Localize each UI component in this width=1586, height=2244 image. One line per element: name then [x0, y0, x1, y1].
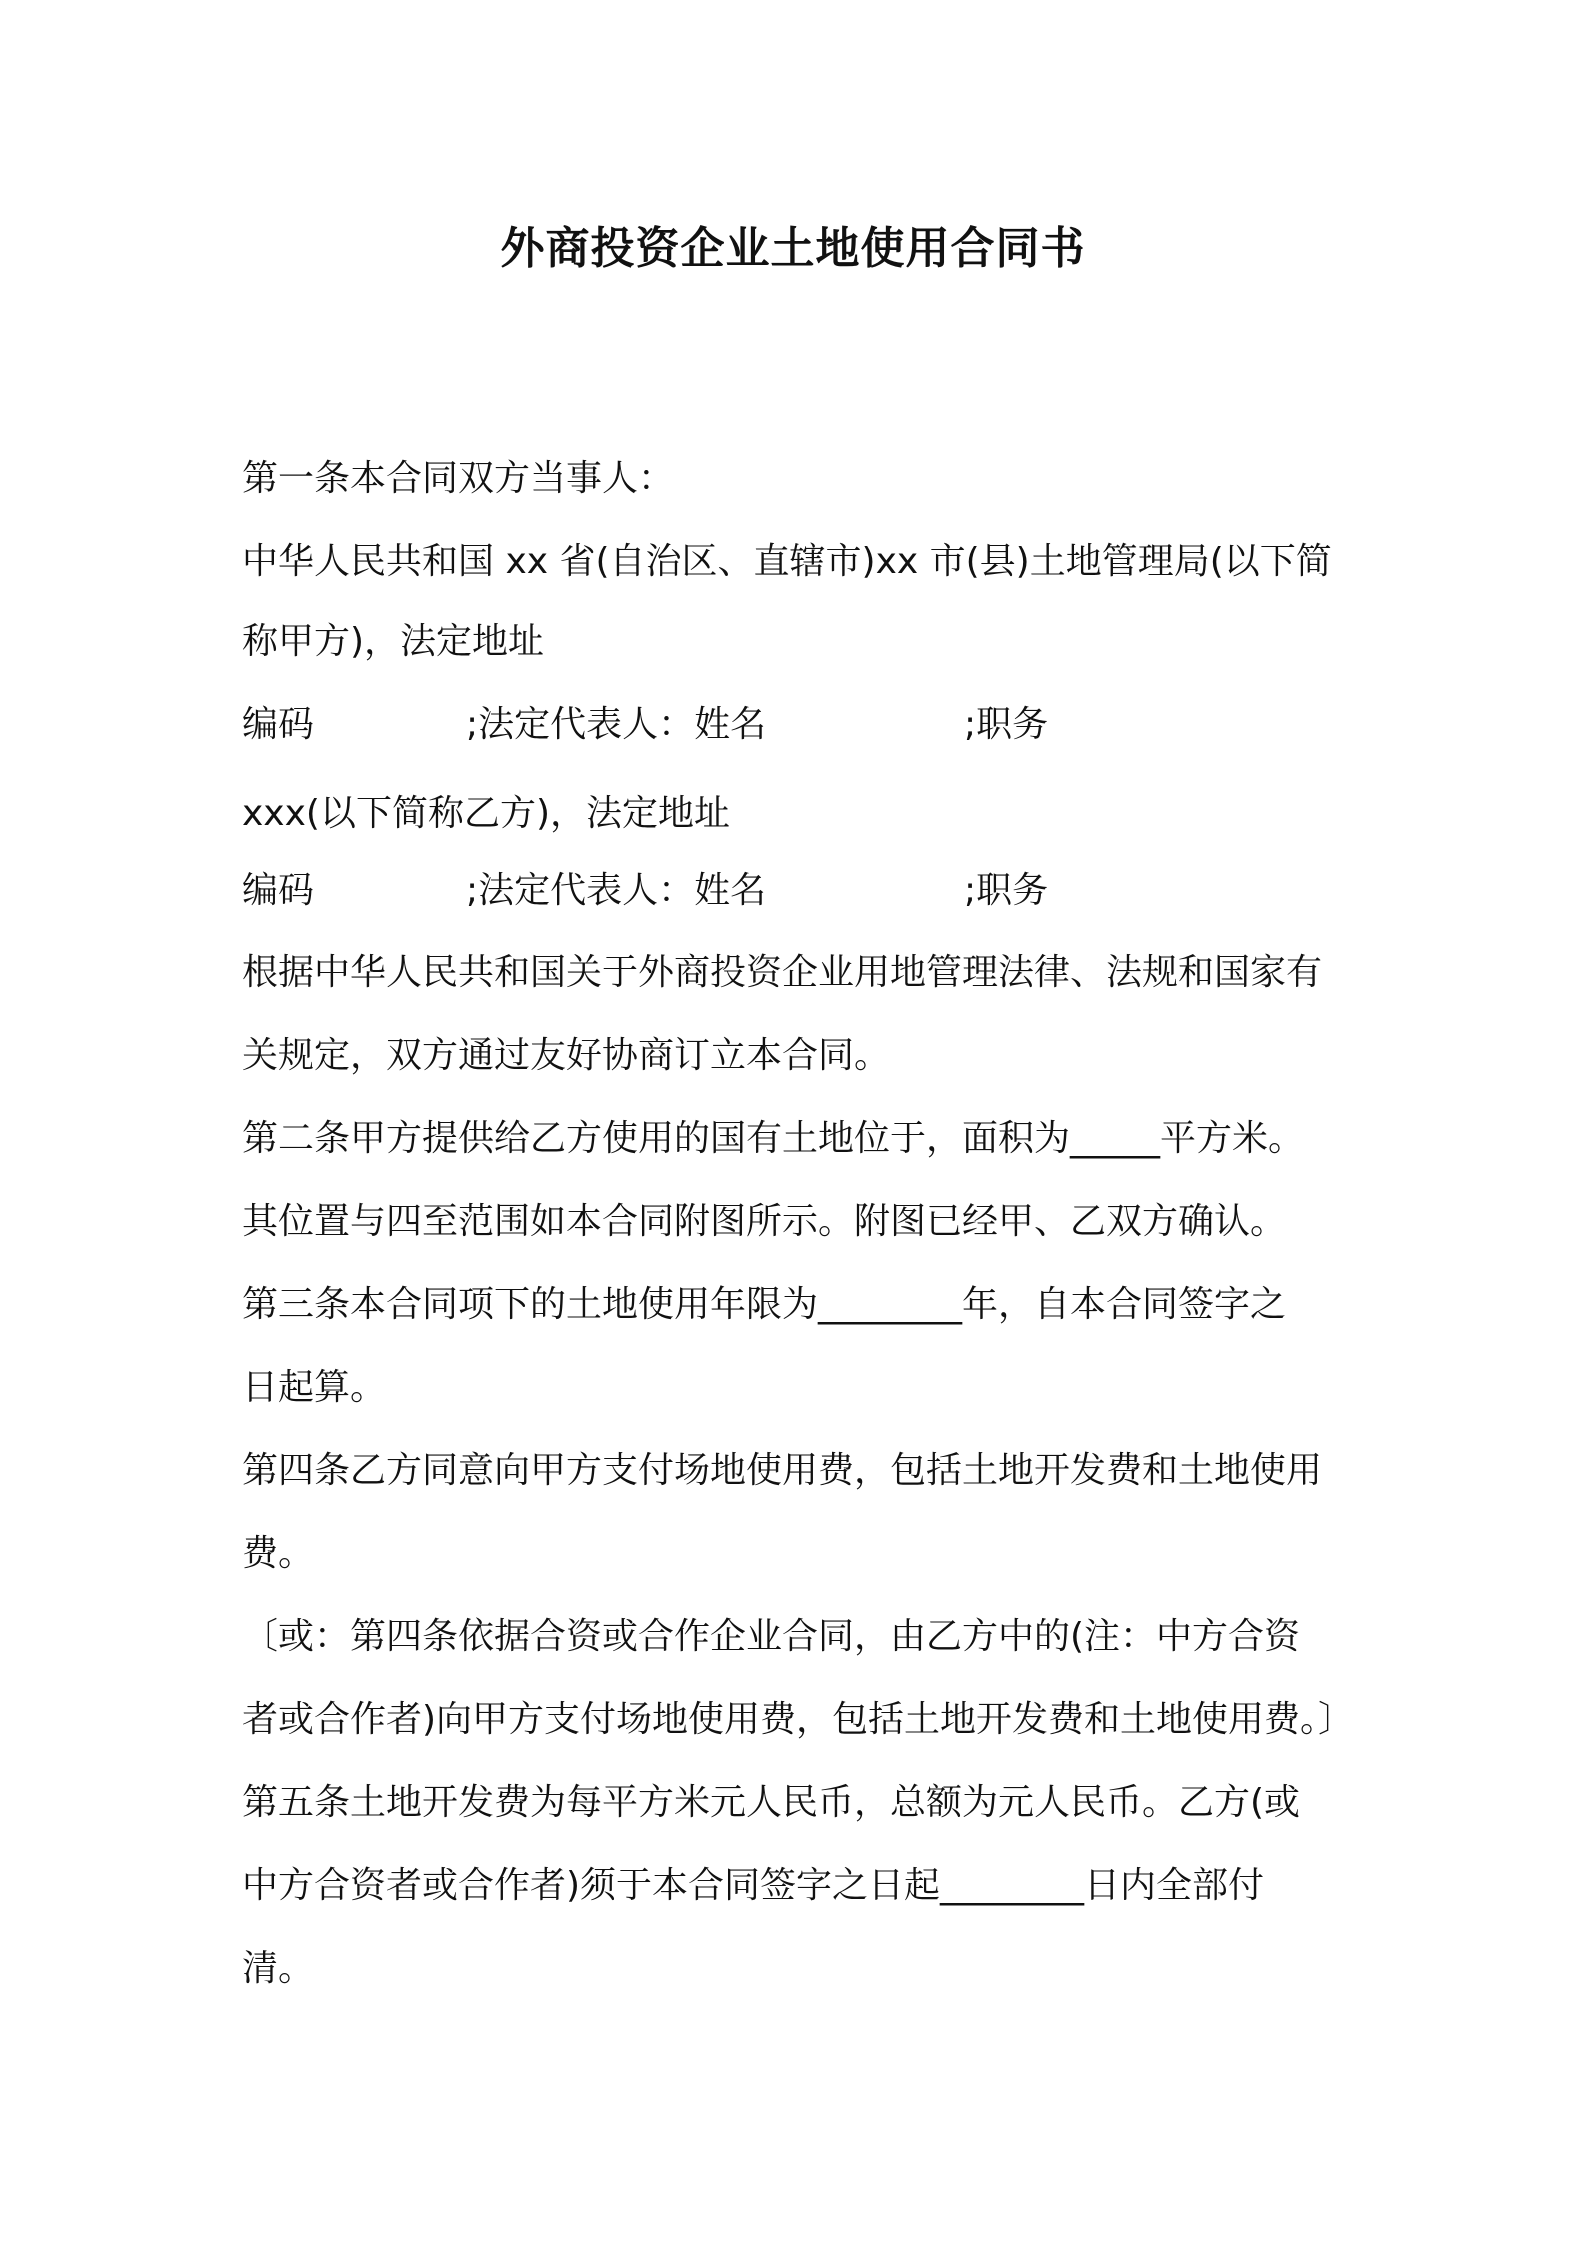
party-a-code-row — [242, 701, 1342, 749]
article-5-line-3: 清。 — [242, 1948, 315, 1989]
article-5-line-2: 中方合资者或合作者)须于本合同签字之日起________日内全部付 — [242, 1865, 1265, 1906]
article-1-heading: 第一条本合同双方当事人： — [242, 458, 675, 499]
party-b-code-row — [242, 867, 1342, 915]
party-b-code-label: 编码 — [242, 870, 315, 911]
article-4-alt-line-1: 〔或：第四条依据合资或合作企业合同，由乙方中的(注：中方合资 — [242, 1616, 1301, 1657]
article-4-line-2: 费。 — [242, 1533, 315, 1574]
party-b-title-label: ;职务 — [964, 870, 1049, 911]
article-4-line-1: 第四条乙方同意向甲方支付场地使用费，包括土地开发费和土地使用 — [242, 1450, 1323, 1491]
article-2-line-1: 第二条甲方提供给乙方使用的国有土地位于，面积为_____平方米。 — [242, 1118, 1305, 1159]
party-a-title-label: ;职务 — [964, 704, 1049, 745]
basis-line-2: 关规定，双方通过友好协商订立本合同。 — [242, 1035, 891, 1076]
article-5-line-1: 第五条土地开发费为每平方米元人民币，总额为元人民币。乙方(或 — [242, 1782, 1301, 1823]
article-3-line-2: 日起算。 — [242, 1367, 387, 1408]
article-4-alt-line-2: 者或合作者)向甲方支付场地使用费，包括土地开发费和土地使用费。〕 — [242, 1699, 1355, 1740]
party-a-line-2: 称甲方)，法定地址 — [242, 621, 545, 662]
article-3-line-1: 第三条本合同项下的土地使用年限为________年，自本合同签字之 — [242, 1284, 1287, 1325]
basis-line-1: 根据中华人民共和国关于外商投资企业用地管理法律、法规和国家有 — [242, 952, 1323, 993]
party-a-rep-label: ;法定代表人：姓名 — [466, 704, 767, 745]
party-a-line-1: 中华人民共和国 xx 省(自治区、直辖市)xx 市(县)土地管理局(以下简 — [242, 541, 1332, 582]
article-2-line-2: 其位置与四至范围如本合同附图所示。附图已经甲、乙双方确认。 — [242, 1201, 1287, 1242]
party-b-rep-label: ;法定代表人：姓名 — [466, 870, 767, 911]
party-a-code-label: 编码 — [242, 704, 315, 745]
party-b-line-1: xxx(以下简称乙方)，法定地址 — [242, 793, 731, 834]
document-title: 外商投资企业土地使用合同书 — [500, 223, 1086, 274]
